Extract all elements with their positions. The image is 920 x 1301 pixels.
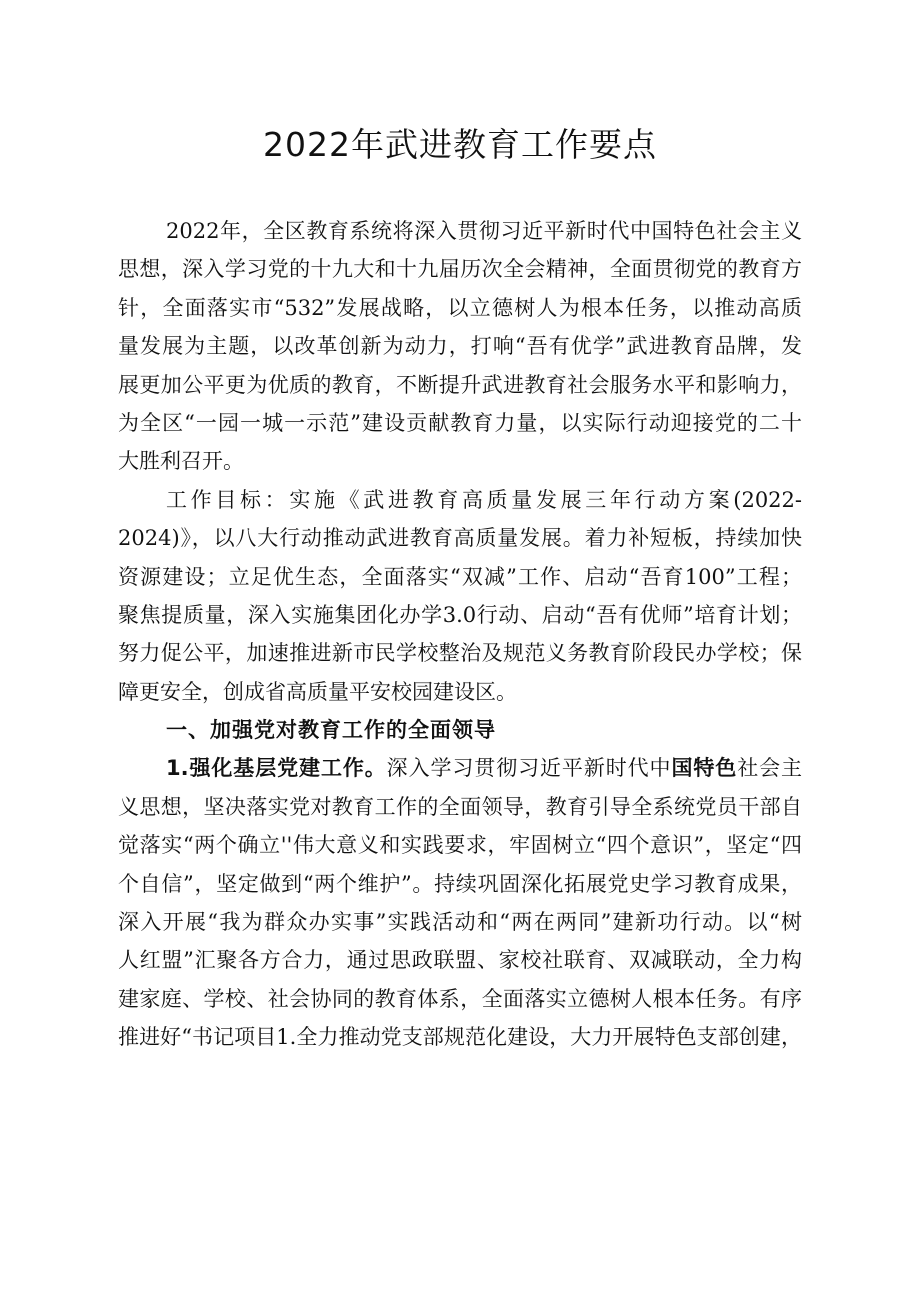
document-body bbox=[118, 212, 802, 1057]
paragraph-line: 资源建设；立足优生态，全面落实“双减”工作、启动“吾育100”工程； bbox=[118, 564, 802, 589]
paragraph-line: 建家庭、学校、社会协同的教育体系，全面落实立德树人根本任务。有序 bbox=[118, 986, 802, 1011]
paragraph-line: 工作目标：实施《武进教育高质量发展三年行动方案(2022- bbox=[166, 487, 802, 512]
item-text-bold: 国特色 bbox=[671, 756, 738, 781]
paragraph-line: 为全区“一园一城一示范”建设贡献教育力量，以实际行动迎接党的二十 bbox=[118, 410, 802, 435]
paragraph-line: 推进好“书记项目1.全力推动党支部规范化建设，大力开展特色支部创建， bbox=[118, 1025, 802, 1050]
item-text: 社会主 bbox=[737, 756, 803, 781]
paragraph-line: 个自信”，坚定做到“两个维护”。持续巩固深化拓展党史学习教育成果， bbox=[118, 871, 802, 896]
item-lead: 1.强化基层党建工作。 bbox=[166, 756, 387, 781]
paragraph-line: 深入开展“我为群众办实事”实践活动和“两在两同”建新功行动。以“树 bbox=[118, 910, 802, 935]
document-title: 2022年武进教育工作要点 bbox=[263, 125, 657, 164]
paragraph-line: 努力促公平，加速推进新市民学校整治及规范义务教育阶段民办学校；保 bbox=[118, 641, 802, 666]
paragraph-line: 大胜利召开。 bbox=[118, 449, 244, 474]
item-text: 深入学习贯彻习近平新时代中 bbox=[386, 756, 672, 781]
paragraph-line: 针，全面落实市“532”发展战略，以立德树人为根本任务，以推动高质 bbox=[118, 295, 802, 320]
paragraph-line: 2022年，全区教育系统将深入贯彻习近平新时代中国特色社会主义 bbox=[166, 219, 802, 243]
paragraph-line: 障更安全，创成省高质量平安校园建设区。 bbox=[118, 679, 517, 704]
paragraph-line: 思想，深入学习党的十九大和十九届历次全会精神，全面贯彻党的教育方 bbox=[118, 257, 802, 282]
goals-paragraph bbox=[118, 481, 802, 711]
paragraph-line: 义思想，坚决落实党对教育工作的全面领导，教育引导全系统党员干部自 bbox=[118, 794, 802, 819]
paragraph-line: 人红盟”汇聚各方合力，通过思政联盟、家校社联育、双减联动，全力构 bbox=[118, 948, 802, 973]
paragraph-line: 聚焦提质量，深入实施集团化办学3.0行动、启动“吾有优师”培育计划； bbox=[118, 602, 802, 627]
paragraph-line bbox=[118, 749, 802, 787]
section-heading: 一、加强党对教育工作的全面领导 bbox=[166, 718, 496, 743]
intro-paragraph bbox=[118, 212, 802, 481]
paragraph-line: 2024)》，以八大行动推动武进教育高质量发展。着力补短板，持续加快 bbox=[118, 526, 802, 551]
paragraph-line: 展更加公平更为优质的教育，不断提升武进教育社会服务水平和影响力， bbox=[118, 372, 802, 397]
item1-paragraph bbox=[118, 749, 802, 1056]
paragraph-line: 量发展为主题，以改革创新为动力，打响“吾有优学”武进教育品牌，发 bbox=[118, 334, 802, 359]
paragraph-line: 觉落实“两个确立''伟大意义和实践要求，牢固树立“四个意识”，坚定“四 bbox=[118, 833, 802, 858]
